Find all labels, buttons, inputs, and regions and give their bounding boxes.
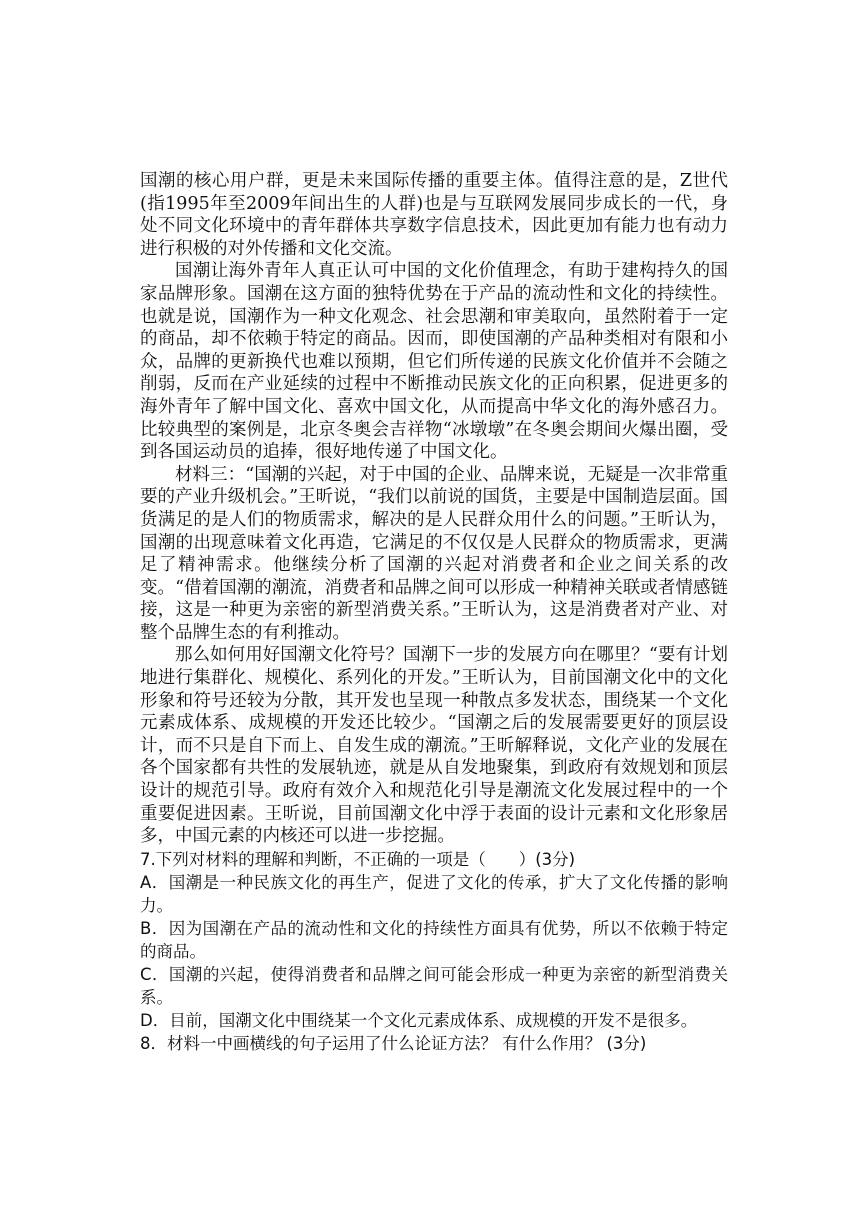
question-8-stem: 8．材料一中画横线的句子运用了什么论证方法？ 有什么作用？ (3分) [140, 1033, 647, 1053]
question-7-stem: 7.下列对材料的理解和判断，不正确的一项是（ ）(3分) [140, 849, 576, 869]
passage-paragraph-1: 国潮的核心用户群，更是未来国际传播的重要主体。值得注意的是，Z世代(指1995年至2009年间出生的人群)也是与互联网发展同步成长的一代，身处不同文化环境中的青年群体共享数字信息技术，因此更加有能力也有动力进行积极的对外传播和文化交流。 [140, 171, 728, 259]
question-7-option-a: A．国潮是一种民族文化的再生产，促进了文化的传承，扩大了文化传播的影响力。 [140, 872, 728, 915]
exam-page [140, 170, 728, 1055]
question-7-options [140, 871, 728, 1032]
question-7-option-d: D．目前，国潮文化中围绕某一个文化元素成体系、成规模的开发不是很多。 [140, 1010, 698, 1030]
question-8 [140, 1032, 728, 1055]
passage-paragraph-2: 国潮让海外青年人真正认可中国的文化价值理念，有助于建构持久的国家品牌形象。国潮在这方面的独特优势在于产品的流动性和文化的持续性。也就是说，国潮作为一种文化观念、社会思潮和审美取向，虽然附着于一定的商品，却不依赖于特定的商品。因而，即使国潮的产品种类相对有限和小众，品牌的更新换代也难以预期，但它们所传递的民族文化价值并不会随之削弱，反而在产业延续的过程中不断推动民族文化的正向积累，促进更多的海外青年了解中国文化、喜欢中国文化，从而提高中华文化的海外感召力。比较典型的案例是，北京冬奥会吉祥物“冰墩墩”在冬奥会期间火爆出圈，受到各国运动员的追捧，很好地传递了中国文化。 [140, 261, 728, 463]
passage-paragraph-4: 那么如何用好国潮文化符号？国潮下一步的发展方向在哪里？“要有计划地进行集群化、规模化、系列化的开发。”王昕认为，目前国潮文化中的文化形象和符号还较为分散，其开发也呈现一种散点多发状态，围绕某一个文化元素成体系、成规模的开发还比较少。“国潮之后的发展需要更好的顶层设计，而不只是自下而上、自发生成的潮流。”王昕解释说，文化产业的发展在各个国家都有共性的发展轨迹，就是从自发地聚集，到政府有效规划和顶层设计的规范引导。政府有效介入和规范化引导是潮流文化发展过程中的一个重要促进因素。王昕说，目前国潮文化中浮于表面的设计元素和文化形象居多，中国元素的内核还可以进一步挖掘。 [140, 645, 728, 847]
passage-paragraph-3: 材料三：“国潮的兴起，对于中国的企业、品牌来说，无疑是一次非常重要的产业升级机会。”王昕说，“我们以前说的国货，主要是中国制造层面。国货满足的是人们的物质需求，解决的是人民群众用什么的问题。”王昕认为，国潮的出现意味着文化再造，它满足的不仅仅是人民群众的物质需求，更满足了精神需求。他继续分析了国潮的兴起对消费者和企业之间关系的改变。“借着国潮的潮流，消费者和品牌之间可以形成一种精神关联或者情感链接，这是一种更为亲密的新型消费关系。”王昕认为，这是消费者对产业、对整个品牌生态的有利推动。 [140, 464, 728, 643]
question-7-option-b: B．因为国潮在产品的流动性和文化的持续性方面具有优势，所以不依赖于特定的商品。 [140, 918, 728, 961]
question-7-option-c: C．国潮的兴起，使得消费者和品牌之间可能会形成一种更为亲密的新型消费关系。 [140, 964, 728, 1007]
question-7 [140, 848, 728, 1032]
